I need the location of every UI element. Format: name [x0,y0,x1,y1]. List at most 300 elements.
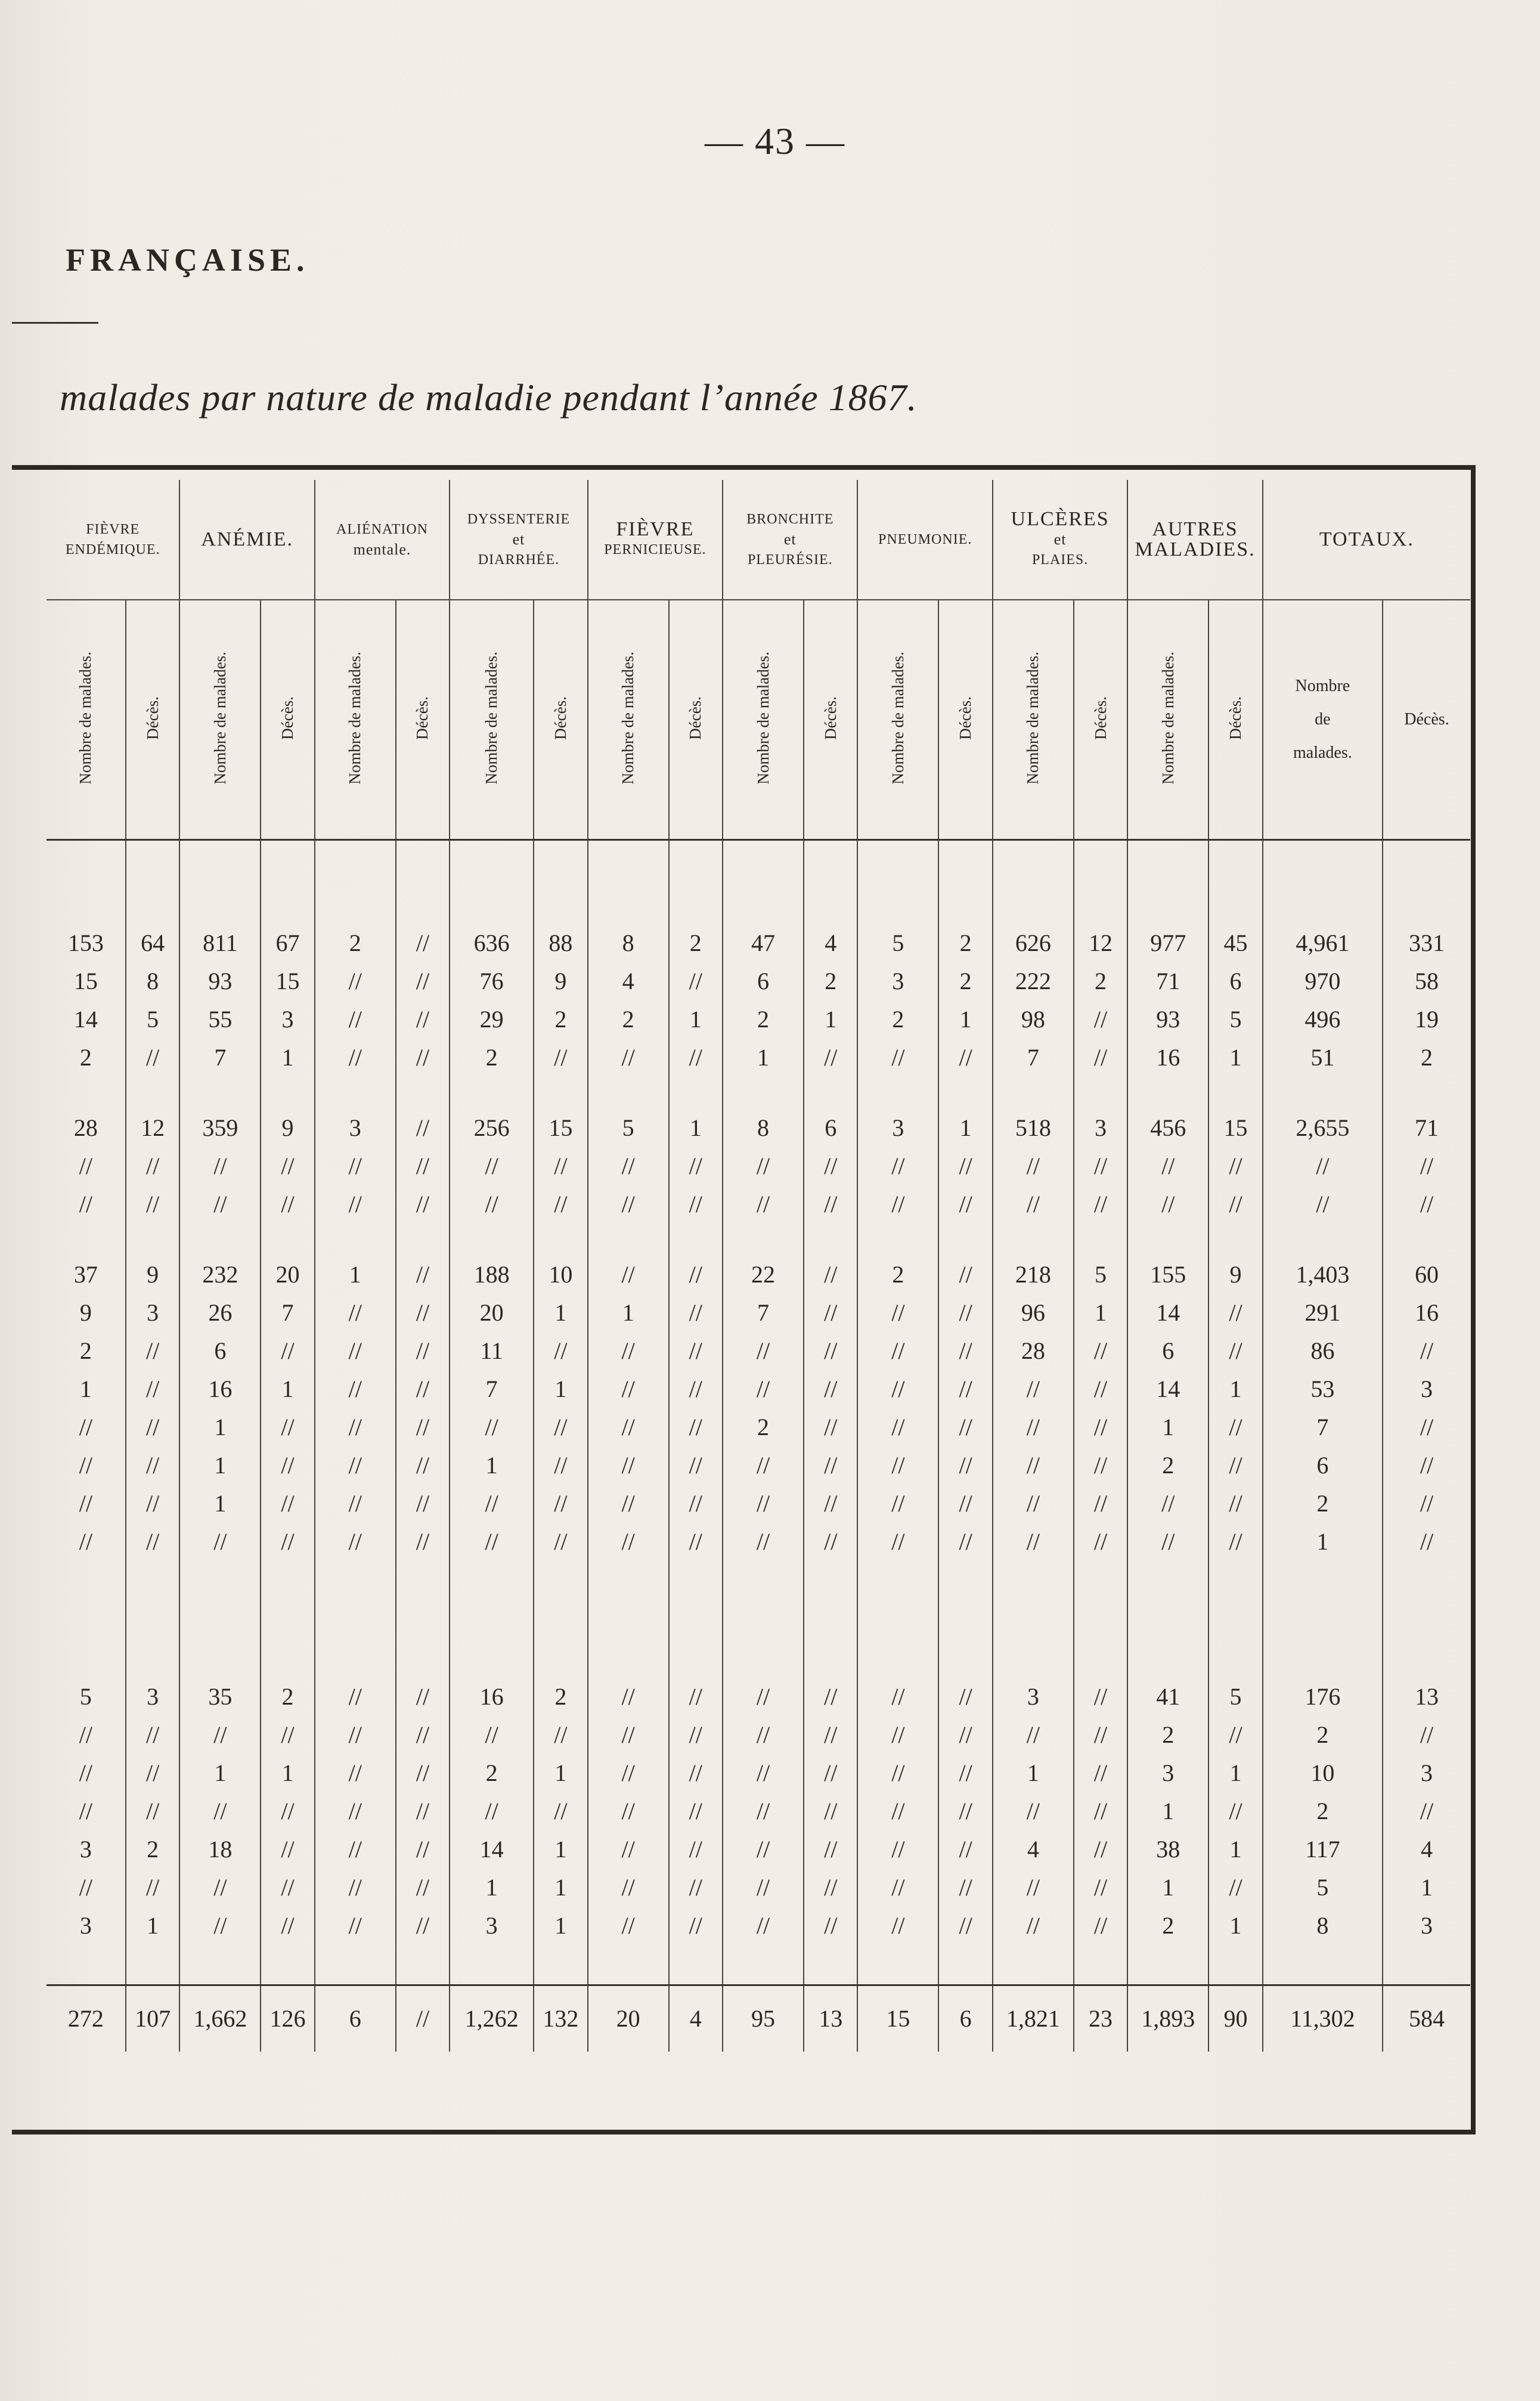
spacer-cell [534,1223,588,1256]
table-cell: 5 [79,1683,92,1710]
table-cell: // [993,1716,1074,1754]
group-header-line: ENDÉMIQUE. [65,542,160,557]
table-cell: // [669,1830,723,1869]
table-cell: 2 [723,1000,804,1039]
spacer-cell [1127,840,1209,925]
table-cell: 45 [1209,924,1263,962]
table-cell: 2 [938,962,993,1000]
table-cell: // [723,1754,804,1792]
table-cell: 7 [1263,1408,1383,1446]
table-row [47,1678,1470,1716]
table-cell: 76 [450,962,534,1000]
table-cell: 2 [79,1337,92,1364]
table-cell: 153 [67,930,104,956]
total-cell: 4 [669,1985,723,2052]
table-cell: 2 [261,1678,315,1716]
table-cell: 6 [1127,1332,1209,1370]
table-cell: // [1263,1185,1383,1223]
table-cell: // [1383,1446,1470,1485]
table-cell: // [588,1678,669,1716]
table-cell: 331 [1383,924,1470,962]
table-cell: // [1074,1869,1128,1907]
table-body [47,840,1470,2052]
table-cell: 1 [1209,1370,1263,1408]
table-row [47,1147,1470,1185]
total-cell: 107 [126,1985,180,2052]
table-cell: 3 [857,1109,938,1147]
table-cell: // [993,1869,1074,1907]
group-header-line: ALIÉNATION [336,522,429,537]
table-cell: // [723,1523,804,1561]
table-cell: // [1209,1523,1263,1561]
table-cell: // [1127,1185,1209,1223]
spacer-cell [804,1945,858,1985]
disease-statistics-table [47,480,1470,2052]
table-cell: // [857,1485,938,1523]
table-cell: 1 [534,1869,588,1907]
table-cell: // [1074,1147,1128,1185]
subheader-malades-label: Nombre de malades. [76,652,95,785]
table-cell: 5 [126,1000,180,1039]
total-cell: 15 [857,1985,938,2052]
page-number: — 43 — [705,120,845,162]
spacer-cell [450,1945,534,1985]
table-cell: // [396,1185,450,1223]
table-cell: // [804,1754,858,1792]
table-cell: // [261,1446,315,1485]
spacer-cell [1074,840,1128,925]
table-cell: 1 [450,1869,534,1907]
spacer-cell [857,840,938,925]
total-cell: 6 [315,1985,396,2052]
group-header-line: DYSSENTERIE [467,512,571,527]
table-cell: // [79,1153,93,1179]
group-header-2 [315,480,450,600]
table-cell: 60 [1383,1256,1470,1294]
table-cell: // [669,1523,723,1561]
table-cell: 1 [1127,1792,1209,1830]
table-cell: // [396,1109,450,1147]
table-cell: // [315,1408,396,1446]
spacer-cell [47,1077,126,1109]
table-cell: // [588,1716,669,1754]
subheader-malades-label: Nombre de malades. [210,652,229,785]
table-cell: 232 [179,1256,261,1294]
table-cell: // [1209,1408,1263,1446]
table-cell: // [993,1485,1074,1523]
table-cell: 1 [79,1375,92,1402]
table-cell: 1 [261,1370,315,1408]
table-cell: 10 [1263,1754,1383,1792]
table-cell: 22 [723,1256,804,1294]
total-cell: 11,302 [1263,1985,1383,2052]
table-cell: // [723,1678,804,1716]
spacer-cell [938,1077,993,1109]
table-cell: // [315,1754,396,1792]
spacer-cell [1074,1077,1128,1109]
table-cell: 9 [126,1256,180,1294]
table-cell: // [804,1523,858,1561]
table-cell: // [1383,1485,1470,1523]
table-cell: 2 [1127,1446,1209,1485]
subheader-deces [804,600,858,840]
table-row [47,1523,1470,1561]
table-cell: // [534,1039,588,1077]
spacer-cell [804,1561,858,1678]
spacer-cell [669,840,723,925]
spacer-row [47,840,1470,925]
table-cell: 53 [1263,1370,1383,1408]
table-cell: // [315,962,396,1000]
table-cell: // [588,1256,669,1294]
subheader-deces [669,600,723,840]
table-cell: 2 [1383,1039,1470,1077]
spacer-cell [938,1945,993,1985]
spacer-cell [534,840,588,925]
table-cell: // [79,1191,93,1217]
spacer-cell [450,1223,534,1256]
table-cell: // [669,1485,723,1523]
table-cell: // [804,1678,858,1716]
table-cell: 2 [1263,1716,1383,1754]
table-cell: // [723,1185,804,1223]
spacer-cell [723,1561,804,1678]
subheader-malades [179,600,261,840]
spacer-cell [179,1077,261,1109]
table-cell: 1 [1127,1869,1209,1907]
subheader-malades-label: Nombre de malades. [888,652,907,785]
subheader-deces [1074,600,1128,840]
subheader-deces [396,600,450,840]
spacer-cell [857,1945,938,1985]
table-cell: 13 [1383,1678,1470,1716]
table-cell: 970 [1263,962,1383,1000]
group-header-7 [993,480,1127,600]
spacer-cell [993,1077,1074,1109]
table-cell: // [126,1523,180,1561]
table-cell: // [938,1446,993,1485]
table-cell: 2 [1127,1716,1209,1754]
table-cell: 6 [1263,1446,1383,1485]
total-cell: 1,262 [450,1985,534,2052]
table-cell: // [723,1830,804,1869]
table-cell: // [396,1716,450,1754]
table-cell: // [938,1830,993,1869]
table-cell: 1 [315,1256,396,1294]
table-cell: // [261,1869,315,1907]
table-cell: 1 [669,1000,723,1039]
table-cell: // [993,1792,1074,1830]
spacer-cell [723,1945,804,1985]
spacer-cell [588,840,669,925]
table-cell: // [396,1408,450,1446]
table-cell: // [396,1294,450,1332]
table-cell: // [857,1716,938,1754]
spacer-cell [669,1561,723,1678]
table-cell: // [315,1792,396,1830]
table-row [47,1109,1470,1147]
spacer-cell [315,1077,396,1109]
table-cell: 1 [261,1039,315,1077]
table-cell: // [857,1446,938,1485]
table-cell: // [857,1678,938,1716]
table-cell: // [126,1485,180,1523]
table-cell: 2 [804,962,858,1000]
table-cell: 15 [261,962,315,1000]
subheader-malades [993,600,1074,840]
table-cell: 38 [1127,1830,1209,1869]
table-cell: // [396,962,450,1000]
table-cell: // [396,1907,450,1945]
table-cell: 3 [261,1000,315,1039]
table-cell: // [261,1185,315,1223]
table-cell: // [179,1185,261,1223]
table-cell: // [669,1039,723,1077]
spacer-cell [396,1223,450,1256]
group-header-line: et [1053,531,1067,548]
spacer-cell [1209,1223,1263,1256]
table-cell: // [179,1523,261,1561]
spacer-cell [47,1223,126,1256]
spacer-cell [179,840,261,925]
spacer-cell [315,840,396,925]
table-cell: // [993,1147,1074,1185]
table-cell: // [857,1408,938,1446]
table-cell: 2 [1074,962,1128,1000]
table-cell: 456 [1127,1109,1209,1147]
table-cell: // [993,1408,1074,1446]
table-cell: // [669,1446,723,1485]
group-header-line: BRONCHITE [746,512,834,527]
table-cell: 1 [534,1907,588,1945]
spacer-cell [804,1223,858,1256]
subheader-malades [588,600,669,840]
table-cell: 8 [126,962,180,1000]
table-cell: 3 [1383,1754,1470,1792]
table-cell: // [669,962,723,1000]
spacer-cell [1127,1077,1209,1109]
table-cell: // [1383,1332,1470,1370]
group-header-row [47,480,1470,600]
spacer-cell [315,1945,396,1985]
table-cell: // [1209,1446,1263,1485]
table-cell: 9 [261,1109,315,1147]
total-cell: 1,662 [179,1985,261,2052]
spacer-cell [669,1945,723,1985]
subheader-deces [534,600,588,840]
spacer-row [47,1945,1470,1985]
spacer-cell [588,1945,669,1985]
spacer-cell [1074,1945,1128,1985]
table-cell: // [588,1869,669,1907]
table-cell: 1 [534,1830,588,1869]
table-cell: 188 [450,1256,534,1294]
table-cell: // [588,1830,669,1869]
table-cell: // [804,1907,858,1945]
table-cell: 15 [73,968,98,995]
table-cell: // [669,1147,723,1185]
table-row [47,1185,1470,1223]
table-cell: // [1074,1792,1128,1830]
spacer-cell [1263,1077,1383,1109]
table-cell: 14 [1127,1294,1209,1332]
table-cell: 2 [669,924,723,962]
total-cell: 132 [534,1985,588,2052]
spacer-cell [179,1223,261,1256]
group-header-line: PNEUMONIE. [878,532,972,547]
table-cell: // [669,1408,723,1446]
spacer-cell [396,1077,450,1109]
spacer-cell [669,1077,723,1109]
table-cell: // [588,1370,669,1408]
table-cell: 10 [534,1256,588,1294]
group-header-line: et [512,531,525,548]
table-cell: // [804,1294,858,1332]
spacer-cell [126,1561,180,1678]
table-cell: 28 [993,1332,1074,1370]
table-cell: // [1074,1370,1128,1408]
table-cell: // [669,1332,723,1370]
table-cell: // [396,924,450,962]
table-cell: 3 [79,1836,92,1863]
table-cell: // [534,1332,588,1370]
table-cell: 96 [993,1294,1074,1332]
subheader-total-deces-label: Décès. [1404,710,1449,729]
subheader-deces-label: Décès. [686,696,705,740]
table-cell: 7 [261,1294,315,1332]
table-cell: // [1209,1332,1263,1370]
table-cell: 256 [450,1109,534,1147]
subheader-malades [723,600,804,840]
table-cell: 12 [1074,924,1128,962]
group-header-line: DIARRHÉE. [478,552,560,568]
table-cell: // [1074,1000,1128,1039]
spacer-cell [450,1077,534,1109]
table-cell: // [534,1446,588,1485]
subheader-total-malades-line: de [1315,710,1331,729]
table-cell: // [669,1869,723,1907]
table-cell: // [1127,1485,1209,1523]
table-cell: // [179,1869,261,1907]
table-cell: // [993,1523,1074,1561]
group-header-line: ANÉMIE. [201,528,293,550]
table-cell: 2 [723,1408,804,1446]
table-cell: 2,655 [1263,1109,1383,1147]
table-row [47,1000,1470,1039]
total-cell: 584 [1383,1985,1470,2052]
table-cell: 7 [179,1039,261,1077]
table-cell: // [126,1754,180,1792]
table-cell: // [315,1485,396,1523]
table-cell: 11 [450,1332,534,1370]
table-cell: 14 [450,1830,534,1869]
table-subtitle: malades par nature de maladie pendant l’année 1867. [60,376,918,419]
table-cell: 155 [1127,1256,1209,1294]
table-cell: // [126,1716,180,1754]
table-cell: 1 [938,1000,993,1039]
table-cell: // [396,1830,450,1869]
table-cell: // [396,1000,450,1039]
table-cell: 4 [804,924,858,962]
subheader-malades [47,600,126,840]
table-cell: 7 [450,1370,534,1408]
table-cell: // [669,1754,723,1792]
table-cell: // [396,1256,450,1294]
table-cell: // [857,1370,938,1408]
table-cell: 1 [126,1907,180,1945]
table-cell: // [993,1446,1074,1485]
spacer-cell [993,1223,1074,1256]
table-cell: // [723,1792,804,1830]
table-cell: // [315,1716,396,1754]
spacer-cell [534,1945,588,1985]
table-row [47,1485,1470,1523]
spacer-cell [993,1945,1074,1985]
table-cell: // [669,1792,723,1830]
table-cell: // [396,1485,450,1523]
table-cell: // [1383,1792,1470,1830]
table-cell: // [938,1332,993,1370]
table-cell: // [261,1830,315,1869]
total-cell: 95 [723,1985,804,2052]
table-cell: // [1383,1147,1470,1185]
table-row [47,1754,1470,1792]
total-cell: 272 [47,1985,126,2052]
subheader-deces-label: Décès. [1226,696,1244,740]
table-cell: // [1074,1039,1128,1077]
group-header-line: AUTRES [1152,518,1238,540]
spacer-row [47,1223,1470,1256]
table-cell: 15 [1209,1109,1263,1147]
table-cell: 1 [534,1294,588,1332]
table-row [47,1256,1470,1294]
table-cell: 98 [993,1000,1074,1039]
table-cell: 4 [1383,1830,1470,1869]
subheader-malades-label: Nombre de malades. [346,652,364,785]
table-cell: // [588,1446,669,1485]
table-cell: // [804,1830,858,1869]
spacer-cell [1209,1945,1263,1985]
table-cell: // [315,1370,396,1408]
table-cell: // [1263,1147,1383,1185]
spacer-cell [396,1945,450,1985]
total-cell: 90 [1209,1985,1263,2052]
table-cell: // [79,1452,93,1479]
table-cell: 2 [1263,1792,1383,1830]
subheader-deces-label: Décès. [821,696,839,740]
spacer-cell [723,840,804,925]
table-cell: 88 [534,924,588,962]
table-cell: 1 [804,1000,858,1039]
table-cell: 1 [1209,1830,1263,1869]
table-cell: 35 [179,1678,261,1716]
table-row [47,1716,1470,1754]
table-cell: // [938,1294,993,1332]
table-cell: // [534,1485,588,1523]
table-cell: // [938,1256,993,1294]
table-cell: // [857,1185,938,1223]
subheader-malades [315,600,396,840]
spacer-cell [1263,1945,1383,1985]
table-cell: // [938,1754,993,1792]
spacer-cell [857,1223,938,1256]
table-cell: // [1074,1485,1128,1523]
table-cell: // [1209,1485,1263,1523]
total-cell: 1,821 [993,1985,1074,2052]
table-cell: // [723,1370,804,1408]
table-cell: // [450,1523,534,1561]
table-cell: // [315,1830,396,1869]
